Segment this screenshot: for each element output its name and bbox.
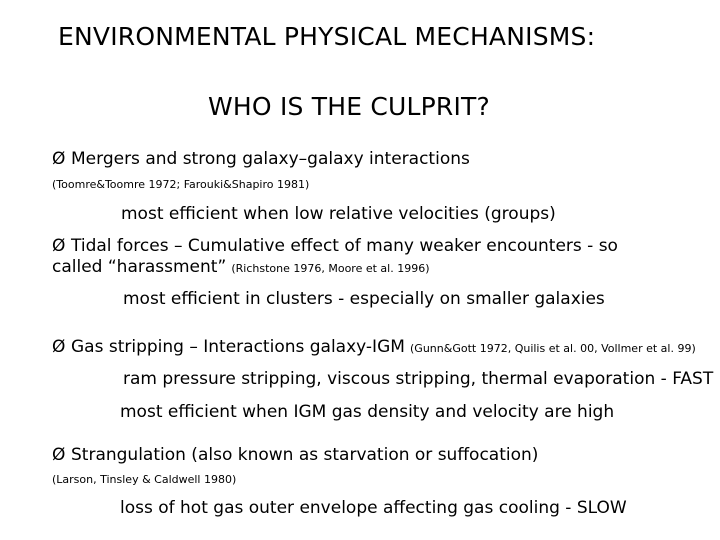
mergers-refs: (Toomre&Toomre 1972; Farouki&Shapiro 1981) bbox=[52, 178, 310, 191]
bullet-mergers bbox=[52, 149, 470, 169]
slide-subtitle: WHO IS THE CULPRIT? bbox=[208, 92, 490, 121]
gas-note-1: ram pressure stripping, viscous stripping, thermal evaporation - FAST bbox=[123, 369, 714, 389]
bullet-gas bbox=[52, 337, 696, 357]
slide-title: ENVIRONMENTAL PHYSICAL MECHANISMS: bbox=[58, 22, 596, 51]
arrow-bullet-icon: Ø bbox=[52, 149, 66, 169]
tidal-line2 bbox=[52, 257, 430, 277]
tidal-note: most efficient in clusters - especially on smaller galaxies bbox=[123, 289, 605, 309]
gas-refs: (Gunn&Gott 1972, Quilis et al. 00, Vollmer et al. 99) bbox=[410, 342, 696, 355]
strangulation-refs: (Larson, Tinsley & Caldwell 1980) bbox=[52, 473, 237, 486]
arrow-bullet-icon: Ø bbox=[52, 445, 66, 465]
gas-note-2: most efficient when IGM gas density and velocity are high bbox=[120, 402, 615, 422]
mergers-text: Mergers and strong galaxy–galaxy interactions bbox=[71, 149, 470, 169]
bullet-tidal bbox=[52, 236, 618, 256]
mergers-note: most efficient when low relative velocities (groups) bbox=[121, 204, 556, 224]
tidal-text-line1: Tidal forces – Cumulative effect of many weaker encounters - so bbox=[71, 236, 618, 256]
bullet-strangulation bbox=[52, 445, 538, 465]
arrow-bullet-icon: Ø bbox=[52, 236, 66, 256]
tidal-text-line2: called “harassment” bbox=[52, 257, 227, 277]
tidal-refs: (Richstone 1976, Moore et al. 1996) bbox=[231, 262, 430, 275]
arrow-bullet-icon: Ø bbox=[52, 337, 66, 357]
strangulation-text: Strangulation (also known as starvation or suffocation) bbox=[71, 445, 539, 465]
gas-text: Gas stripping – Interactions galaxy-IGM bbox=[71, 337, 405, 357]
strangulation-note: loss of hot gas outer envelope affecting gas cooling - SLOW bbox=[120, 498, 627, 518]
